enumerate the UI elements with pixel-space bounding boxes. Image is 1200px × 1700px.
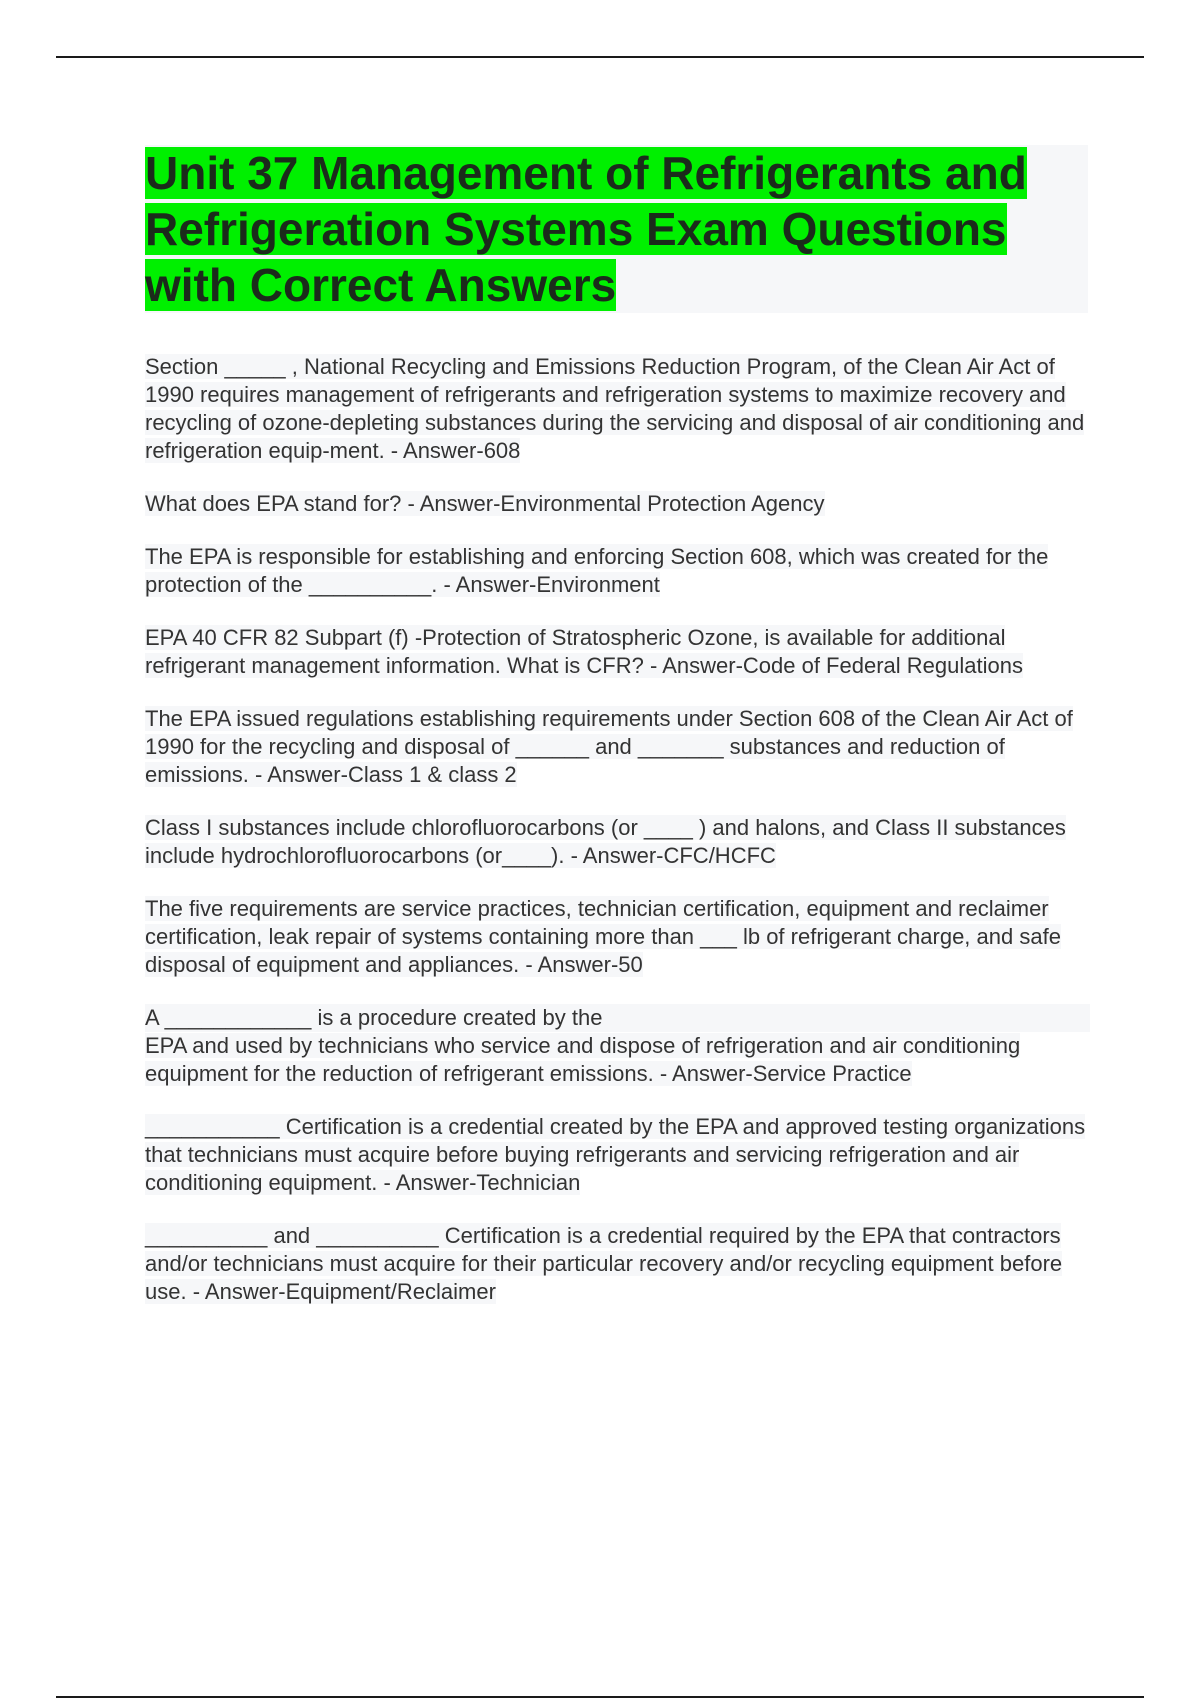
question-item xyxy=(145,1113,1090,1197)
question-text-line: EPA and used by technicians who service and dispose of refrigeration and air conditioning equipment for the reduction of refrigerant emissions. - Answer-Service Practice xyxy=(145,1033,1021,1086)
question-item xyxy=(145,353,1090,465)
question-text: ___________ Certification is a credential created by the EPA and approved testing organizations that technicians must acquire before buying refrigerants and servicing refrigeration and air conditioning equipment. - Answer-Technician xyxy=(145,1114,1086,1195)
question-item xyxy=(145,490,1090,518)
title-block xyxy=(145,145,1088,313)
page-title xyxy=(145,145,1088,313)
question-text-line: A ____________ is a procedure created by the xyxy=(145,1004,1090,1032)
question-item xyxy=(145,895,1090,979)
question-item xyxy=(145,1222,1090,1306)
question-item xyxy=(145,814,1090,870)
question-text: The five requirements are service practices, technician certification, equipment and reclaimer certification, leak repair of systems containing more than ___ lb of refrigerant charge, and safe disposal of equipment and appliances. - Answer-50 xyxy=(145,896,1061,977)
document-body xyxy=(145,145,1090,1331)
question-item xyxy=(145,543,1090,599)
top-rule xyxy=(56,56,1144,58)
question-text: What does EPA stand for? - Answer-Environmental Protection Agency xyxy=(145,491,825,516)
question-item xyxy=(145,1004,1090,1088)
question-text: EPA 40 CFR 82 Subpart (f) -Protection of Stratospheric Ozone, is available for additional refrigerant management information. What is CFR? - Answer-Code of Federal Regulations xyxy=(145,625,1023,678)
question-item xyxy=(145,624,1090,680)
question-text: Class I substances include chlorofluorocarbons (or ____ ) and halons, and Class II substances include hydrochlorofluorocarbons (or____). - Answer-CFC/HCFC xyxy=(145,815,1066,868)
question-text: The EPA issued regulations establishing requirements under Section 608 of the Clean Air Act of 1990 for the recycling and disposal of ______ and _______ substances and reduction of emissions. - Answer-Class 1 & class 2 xyxy=(145,706,1073,787)
question-item xyxy=(145,705,1090,789)
page-title-text: Unit 37 Management of Refrigerants and Refrigeration Systems Exam Questions with Correct Answers xyxy=(145,147,1027,311)
question-text: The EPA is responsible for establishing and enforcing Section 608, which was created for the protection of the __________. - Answer-Environment xyxy=(145,544,1049,597)
bottom-rule xyxy=(56,1696,1144,1698)
question-text: __________ and __________ Certification is a credential required by the EPA that contractors and/or technicians must acquire for their particular recovery and/or recycling equipment before use. - Answer-Equipment/Reclaimer xyxy=(145,1223,1063,1304)
question-text: Section _____ , National Recycling and Emissions Reduction Program, of the Clean Air Act of 1990 requires management of refrigerants and refrigeration systems to maximize recovery and recycling of ozone-depleting substances during the servicing and disposal of air conditioning and refrigeration equip-ment. - Answer-608 xyxy=(145,354,1085,463)
